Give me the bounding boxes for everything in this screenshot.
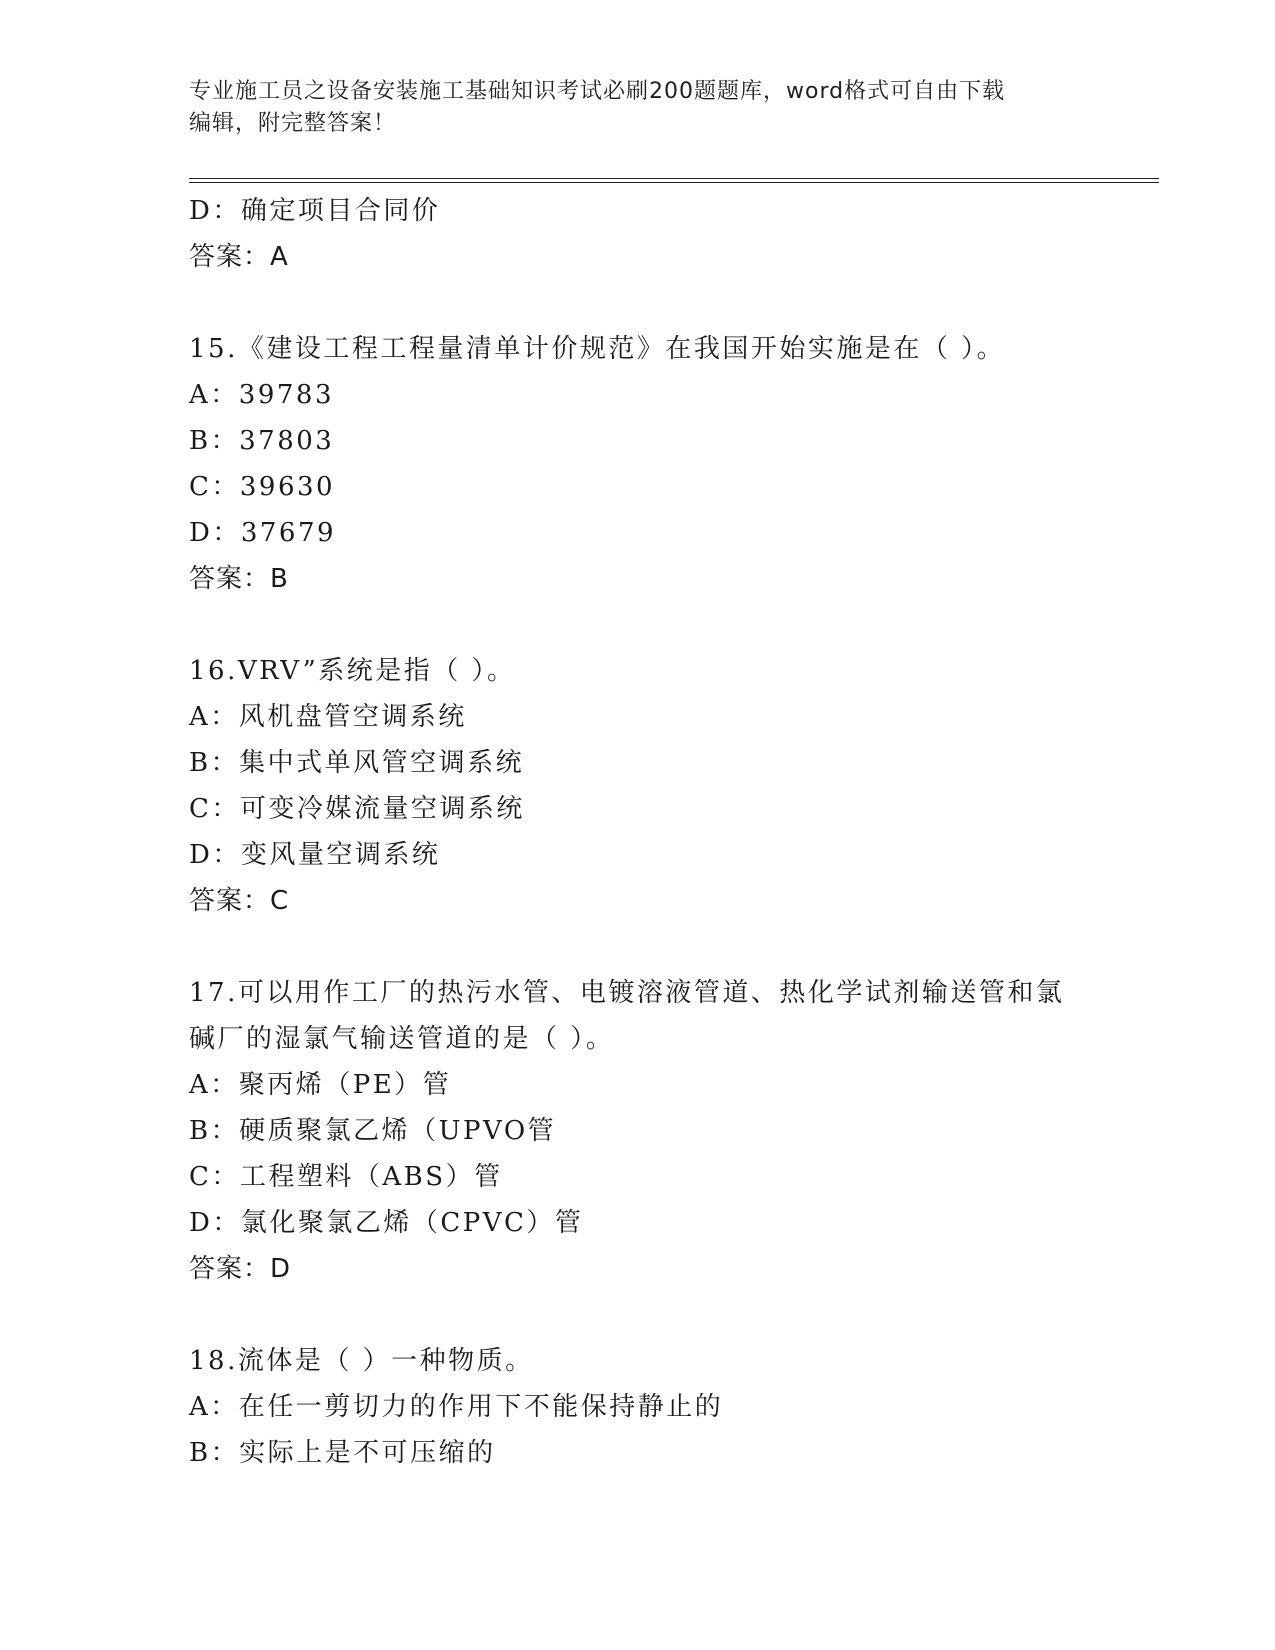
- spacer: [189, 1292, 1149, 1338]
- q15-option-a: A：39783: [189, 380, 334, 410]
- q17-option-a: A：聚丙烯（PE）管: [189, 1070, 452, 1100]
- q17-option-d: D：氯化聚氯乙烯（CPVC）管: [189, 1208, 584, 1238]
- q15-question: 15.《建设工程工程量清单计价规范》在我国开始实施是在（ ）。: [189, 334, 1006, 364]
- spacer: [189, 602, 1149, 648]
- question-list: [189, 188, 1149, 1476]
- q16-option-b: B：集中式单风管空调系统: [189, 748, 525, 778]
- q17-option-c: C：工程塑料（ABS）管: [189, 1162, 503, 1192]
- q16-option-a: A：风机盘管空调系统: [189, 702, 467, 732]
- q18-option-a: A：在任一剪切力的作用下不能保持静止的: [189, 1392, 724, 1422]
- q14-answer: 答案：A: [189, 242, 289, 272]
- q16-answer: 答案：C: [189, 886, 290, 916]
- header-divider-top: [189, 178, 1159, 179]
- q17-question-line-1: 17.可以用作工厂的热污水管、电镀溶液管道、热化学试剂输送管和氯: [189, 978, 1065, 1008]
- q15-option-d: D：37679: [189, 518, 337, 548]
- spacer: [189, 280, 1149, 326]
- q17-question-line-2: 碱厂的湿氯气输送管道的是（ ）。: [189, 1024, 615, 1054]
- q15-option-b: B：37803: [189, 426, 335, 456]
- q17-option-b: B：硬质聚氯乙烯（UPVO管: [189, 1116, 557, 1146]
- q16-option-c: C：可变冷媒流量空调系统: [189, 794, 525, 824]
- q14-option-d: D：确定项目合同价: [189, 196, 441, 226]
- q16-option-d: D：变风量空调系统: [189, 840, 441, 870]
- q16-question: 16.VRV”系统是指（ ）。: [189, 656, 516, 686]
- header-line-2: 编辑，附完整答案！: [189, 111, 397, 136]
- q18-question: 18.流体是（ ）一种物质。: [189, 1346, 534, 1376]
- question-18: [189, 1338, 1149, 1476]
- q17-answer: 答案：D: [189, 1254, 292, 1284]
- header-line-1: 专业施工员之设备安装施工基础知识考试必刷200题题库，word格式可自由下载: [189, 79, 1006, 104]
- q15-answer: 答案：B: [189, 564, 289, 594]
- q18-option-b: B：实际上是不可压缩的: [189, 1438, 496, 1468]
- q15-option-c: C：39630: [189, 472, 336, 502]
- document-header: [189, 76, 1089, 140]
- header-divider-bottom: [189, 182, 1159, 183]
- question-16: [189, 648, 1149, 924]
- question-17: [189, 970, 1149, 1292]
- question-15: [189, 326, 1149, 602]
- spacer: [189, 924, 1149, 970]
